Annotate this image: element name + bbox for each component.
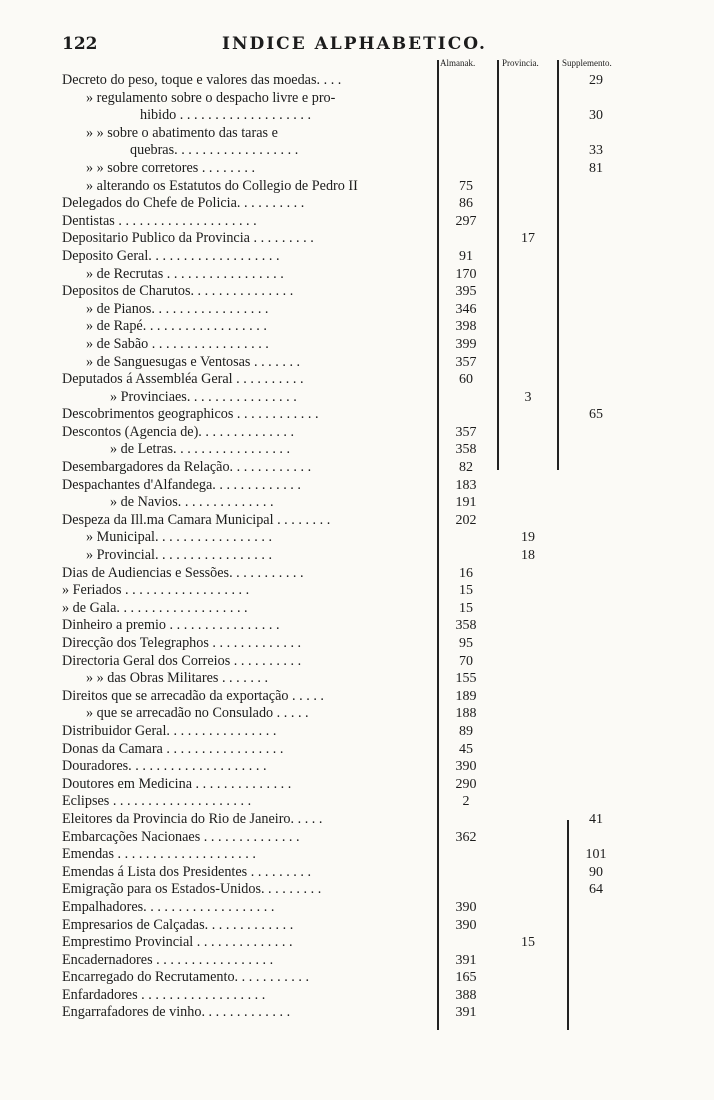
index-entry (0, 477, 714, 495)
index-entry (0, 917, 714, 935)
entry-label: » » sobre o abatimento das taras e (86, 124, 278, 141)
entry-label: Encarregado do Recrutamento. . . . . . . . . . . (62, 969, 310, 986)
index-entry (0, 529, 714, 547)
index-entry (0, 582, 714, 600)
almanak-page: 45 (459, 741, 473, 757)
index-entry (0, 881, 714, 899)
entry-label: » regulamento sobre o despacho livre e pro- (86, 89, 336, 106)
almanak-page: 15 (459, 600, 473, 616)
almanak-page: 188 (455, 706, 477, 722)
almanak-page: 391 (455, 1005, 477, 1021)
supplemento-page: 29 (589, 73, 603, 88)
almanak-page: 16 (459, 565, 473, 581)
entry-label: Decreto do peso, toque e valores das moedas. . . . (62, 72, 342, 88)
index-entry (0, 811, 714, 829)
index-entry (0, 617, 714, 635)
supplemento-page: 90 (589, 864, 603, 880)
entry-label: Direcção dos Telegraphos . . . . . . . . . . . . . (62, 635, 302, 651)
index-entry (0, 723, 714, 741)
column-header-provincia: Provincia. (502, 58, 539, 68)
almanak-page: 398 (455, 319, 477, 335)
index-entry (0, 952, 714, 970)
almanak-page: 358 (455, 442, 477, 458)
entry-label: Dentistas . . . . . . . . . . . . . . . . . . . . (62, 212, 257, 229)
entry-label: Despachantes d'Alfandega. . . . . . . . . . . . . (62, 476, 301, 493)
almanak-page: 358 (455, 618, 477, 634)
index-entry (0, 406, 714, 424)
almanak-page: 70 (459, 653, 473, 669)
page-number: 122 (62, 34, 98, 54)
index-entry (0, 142, 714, 160)
almanak-page: 86 (459, 196, 473, 212)
entry-label: quebras. . . . . . . . . . . . . . . . . . (130, 142, 299, 159)
entry-label: » de Recrutas . . . . . . . . . . . . . . . . . (86, 265, 284, 282)
entry-label: Donas da Camara . . . . . . . . . . . . . . . . . (62, 740, 284, 757)
almanak-page: 75 (459, 178, 473, 194)
index-entry (0, 494, 714, 512)
supplemento-page: 101 (585, 847, 607, 863)
index-entry (0, 125, 714, 143)
supplemento-page: 30 (589, 108, 603, 124)
index-entry (0, 864, 714, 882)
entry-label: Descontos (Agencia de). . . . . . . . . . . . . . (62, 423, 295, 440)
index-entry (0, 705, 714, 723)
provincia-page: 19 (521, 530, 535, 546)
entry-label: Emendas á Lista dos Presidentes . . . . . . . . . (62, 863, 312, 880)
index-entry (0, 846, 714, 864)
index-entry (0, 178, 714, 196)
entry-label: » » das Obras Militares . . . . . . . (86, 670, 269, 687)
entry-label: Depositos de Charutos. . . . . . . . . . . . . . . (62, 283, 294, 300)
entry-label: Dinheiro a premio . . . . . . . . . . . . . . . . (62, 617, 280, 634)
almanak-page: 388 (455, 987, 477, 1003)
index-entry (0, 283, 714, 301)
index-entry (0, 688, 714, 706)
entry-label: hibido . . . . . . . . . . . . . . . . . . . (140, 107, 312, 124)
index-entry (0, 90, 714, 108)
index-entry (0, 72, 714, 90)
page-title: INDICE ALPHABETICO. (222, 34, 487, 54)
supplemento-page: 65 (589, 407, 603, 423)
index-entry (0, 987, 714, 1005)
index-entry (0, 301, 714, 319)
index-entry (0, 1004, 714, 1022)
entry-label: Depositario Publico da Provincia . . . . . . . . . (62, 230, 314, 247)
almanak-page: 155 (455, 671, 477, 687)
supplemento-page: 41 (589, 811, 603, 827)
index-entry (0, 670, 714, 688)
almanak-page: 390 (455, 899, 477, 915)
index-entry (0, 565, 714, 583)
almanak-page: 89 (459, 723, 473, 739)
entry-label: Empresarios de Calçadas. . . . . . . . . . . . . (62, 916, 294, 933)
entry-label: Engarrafadores de vinho. . . . . . . . . . . . . (62, 1004, 291, 1021)
entry-label: Deposito Geral. . . . . . . . . . . . . . . . . . . (62, 247, 280, 264)
entry-label: Emprestimo Provincial . . . . . . . . . . . . . . (62, 934, 293, 951)
index-list (0, 72, 714, 1022)
almanak-page: 390 (455, 917, 477, 933)
provincia-page: 15 (521, 935, 535, 951)
almanak-page: 82 (459, 460, 473, 476)
index-entry (0, 354, 714, 372)
entry-label: Empalhadores. . . . . . . . . . . . . . . . . . . (62, 898, 275, 915)
index-entry (0, 899, 714, 917)
almanak-page: 202 (455, 512, 477, 528)
entry-label: » de Gala. . . . . . . . . . . . . . . . . . . (62, 599, 248, 616)
almanak-page: 391 (455, 952, 477, 968)
entry-label: » Provincial. . . . . . . . . . . . . . . . . (86, 547, 273, 564)
almanak-page: 189 (455, 688, 477, 704)
index-entry (0, 441, 714, 459)
index-entry (0, 758, 714, 776)
column-header-supplemento: Supplemento. (562, 58, 612, 68)
provincia-page: 3 (524, 389, 532, 405)
index-entry (0, 776, 714, 794)
entry-label: » de Letras. . . . . . . . . . . . . . . . . (110, 441, 291, 458)
entry-label: » de Sabão . . . . . . . . . . . . . . . . . (86, 335, 269, 352)
entry-label: Distribuidor Geral. . . . . . . . . . . . . . . . (62, 722, 277, 739)
entry-label: » » sobre corretores . . . . . . . . (86, 159, 256, 176)
entry-label: Despeza da Ill.ma Camara Municipal . . . . . . . . (62, 511, 331, 528)
almanak-page: 297 (455, 213, 477, 229)
supplemento-page: 81 (589, 160, 603, 176)
entry-label: Direitos que se arrecadão da exportação . . . . . (62, 687, 324, 704)
almanak-page: 183 (455, 477, 477, 493)
entry-label: Directoria Geral dos Correios . . . . . . . . . . (62, 652, 302, 669)
index-entry (0, 793, 714, 811)
almanak-page: 395 (455, 284, 477, 300)
almanak-page: 2 (462, 794, 470, 810)
entry-label: Eleitores da Provincia do Rio de Janeiro. . . . . (62, 810, 323, 827)
almanak-page: 346 (455, 301, 477, 317)
almanak-page: 15 (459, 583, 473, 599)
page-header (0, 34, 714, 58)
entry-label: Eclipses . . . . . . . . . . . . . . . . . . . . (62, 793, 252, 810)
index-entry (0, 107, 714, 125)
index-entry (0, 829, 714, 847)
entry-label: » Municipal. . . . . . . . . . . . . . . . . (86, 529, 273, 546)
index-entry (0, 653, 714, 671)
index-entry (0, 424, 714, 442)
almanak-page: 191 (455, 495, 477, 511)
entry-label: » de Pianos. . . . . . . . . . . . . . . . . (86, 300, 269, 317)
index-entry (0, 266, 714, 284)
almanak-page: 362 (455, 829, 477, 845)
entry-label: Enfardadores . . . . . . . . . . . . . . . . . . (62, 986, 266, 1003)
index-entry (0, 600, 714, 618)
index-entry (0, 389, 714, 407)
index-entry (0, 459, 714, 477)
entry-label: Emigração para os Estados-Unidos. . . . . . . . . (62, 881, 322, 898)
almanak-page: 91 (459, 248, 473, 264)
supplemento-page: 64 (589, 882, 603, 898)
almanak-page: 165 (455, 970, 477, 986)
almanak-page: 290 (455, 776, 477, 792)
entry-label: Embarcações Nacionaes . . . . . . . . . . . . . . (62, 828, 300, 845)
entry-label: » alterando os Estatutos do Collegio de Pedro II (86, 177, 358, 194)
almanak-page: 170 (455, 266, 477, 282)
index-entry (0, 934, 714, 952)
entry-label: Emendas . . . . . . . . . . . . . . . . . . . . (62, 846, 256, 863)
entry-label: » de Navios. . . . . . . . . . . . . . (110, 494, 274, 511)
column-header-almanak: Almanak. (440, 58, 476, 68)
entry-label: » que se arrecadão no Consulado . . . . . (86, 705, 309, 722)
index-entry (0, 213, 714, 231)
entry-label: » de Rapé. . . . . . . . . . . . . . . . . . (86, 318, 267, 335)
entry-label: Encadernadores . . . . . . . . . . . . . . . . . (62, 951, 274, 968)
index-entry (0, 248, 714, 266)
index-entry (0, 512, 714, 530)
index-entry (0, 195, 714, 213)
index-entry (0, 635, 714, 653)
index-entry (0, 969, 714, 987)
entry-label: Doutores em Medicina . . . . . . . . . . . . . . (62, 775, 292, 792)
almanak-page: 357 (455, 354, 477, 370)
index-entry (0, 371, 714, 389)
index-entry (0, 318, 714, 336)
index-entry (0, 741, 714, 759)
entry-label: » de Sanguesugas e Ventosas . . . . . . . (86, 353, 301, 370)
almanak-page: 357 (455, 424, 477, 440)
index-entry (0, 230, 714, 248)
entry-label: » Feriados . . . . . . . . . . . . . . . . . . (62, 582, 250, 599)
entry-label: Dias de Audiencias e Sessões. . . . . . . . . . . (62, 564, 304, 581)
provincia-page: 17 (521, 231, 535, 247)
index-entry (0, 336, 714, 354)
entry-label: Descobrimentos geographicos . . . . . . . . . . . . (62, 406, 319, 423)
entry-label: » Provinciaes. . . . . . . . . . . . . . . . (110, 388, 297, 405)
index-entry (0, 160, 714, 178)
almanak-page: 95 (459, 636, 473, 651)
almanak-page: 399 (455, 336, 477, 352)
entry-label: Desembargadores da Relação. . . . . . . . . . . . (62, 459, 312, 476)
entry-label: Deputados á Assembléa Geral . . . . . . . . . . (62, 371, 304, 388)
almanak-page: 60 (459, 372, 473, 388)
almanak-page: 390 (455, 759, 477, 775)
index-entry (0, 547, 714, 565)
entry-label: Delegados do Chefe de Policia. . . . . . . . . . (62, 195, 305, 212)
provincia-page: 18 (521, 548, 535, 564)
supplemento-page: 33 (589, 143, 603, 159)
entry-label: Douradores. . . . . . . . . . . . . . . . . . . . (62, 758, 267, 775)
